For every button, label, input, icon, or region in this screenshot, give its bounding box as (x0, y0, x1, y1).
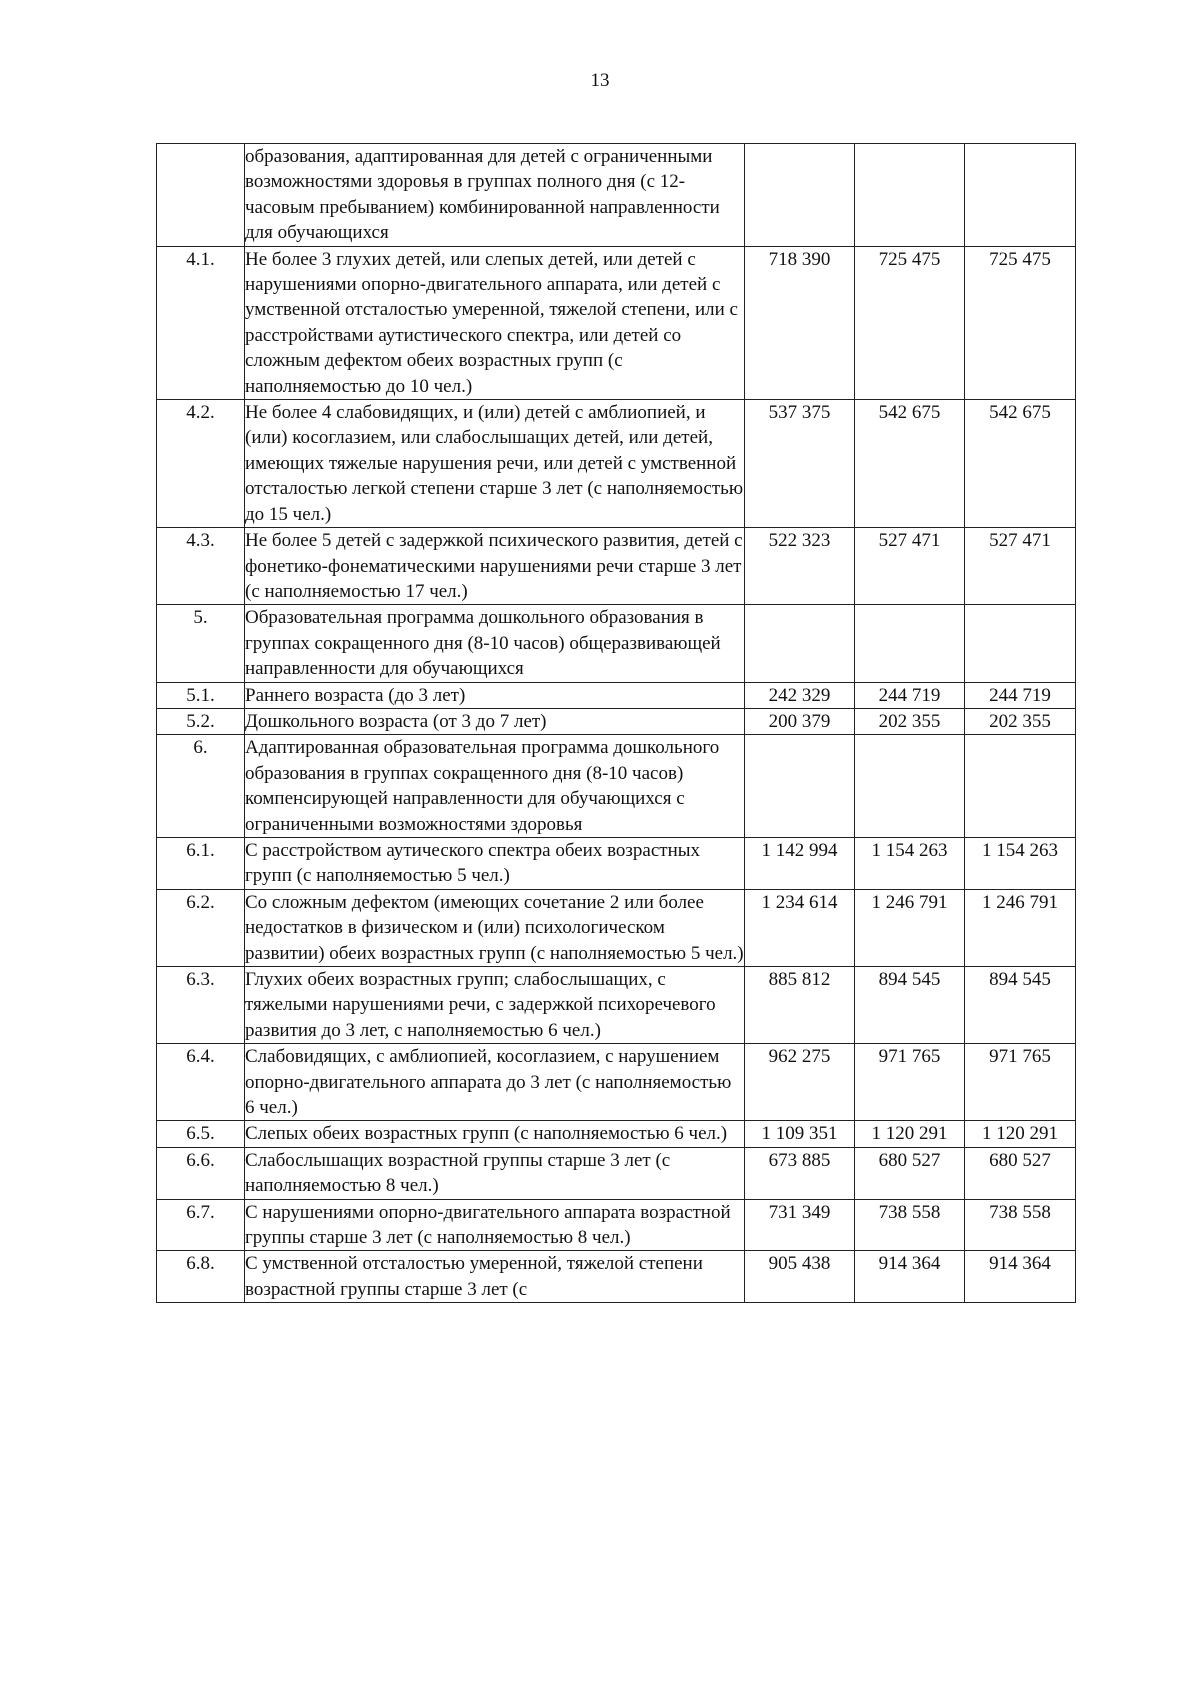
row-description: Со сложным дефектом (имеющих сочетание 2 или более недостатков в физическом и (или) психологическом развитии) обеих возрастных групп (с наполняемостью 5 чел.) (245, 889, 745, 966)
row-description: Дошкольного возраста (от 3 до 7 лет) (245, 708, 745, 734)
row-value-1: 885 812 (745, 967, 855, 1044)
row-description: С расстройством аутического спектра обеих возрастных групп (с наполняемостью 5 чел.) (245, 837, 745, 889)
row-value-3: 542 675 (965, 400, 1076, 528)
row-value-2: 914 364 (855, 1251, 965, 1303)
row-value-3: 971 765 (965, 1044, 1076, 1121)
table-row (157, 708, 1076, 734)
row-value-1: 522 323 (745, 528, 855, 605)
row-number: 6.6. (157, 1147, 245, 1199)
row-value-3: 1 120 291 (965, 1121, 1076, 1147)
row-value-3: 914 364 (965, 1251, 1076, 1303)
row-value-1: 673 885 (745, 1147, 855, 1199)
table-row (157, 682, 1076, 708)
row-value-1 (745, 735, 855, 838)
table-row (157, 967, 1076, 1044)
row-description: Слабовидящих, с амблиопией, косоглазием, с нарушением опорно-двигательного аппарата до 3 лет (с наполняемостью 6 чел.) (245, 1044, 745, 1121)
row-description: образования, адаптированная для детей с ограниченными возможностями здоровья в группах полного дня (с 12-часовым пребыванием) комбинированной направленности для обучающихся (245, 144, 745, 247)
row-value-2: 1 246 791 (855, 889, 965, 966)
row-value-3: 202 355 (965, 708, 1076, 734)
row-number: 5.1. (157, 682, 245, 708)
row-value-1: 962 275 (745, 1044, 855, 1121)
row-number: 6.4. (157, 1044, 245, 1121)
row-value-1: 1 109 351 (745, 1121, 855, 1147)
row-number: 6.2. (157, 889, 245, 966)
row-value-1 (745, 144, 855, 247)
row-value-1: 242 329 (745, 682, 855, 708)
table-row (157, 1199, 1076, 1251)
table-row (157, 400, 1076, 528)
row-description: Раннего возраста (до 3 лет) (245, 682, 745, 708)
row-description: Глухих обеих возрастных групп; слабослышащих, с тяжелыми нарушениями речи, с задержкой психоречевого развития до 3 лет, с наполняемостью 6 чел.) (245, 967, 745, 1044)
row-value-1: 1 142 994 (745, 837, 855, 889)
row-value-2 (855, 605, 965, 682)
row-value-3: 244 719 (965, 682, 1076, 708)
row-value-3: 738 558 (965, 1199, 1076, 1251)
table-row (157, 837, 1076, 889)
table-row (157, 1251, 1076, 1303)
row-number: 4.1. (157, 246, 245, 399)
row-value-2 (855, 144, 965, 247)
row-number: 4.3. (157, 528, 245, 605)
table-row (157, 605, 1076, 682)
row-value-3: 1 154 263 (965, 837, 1076, 889)
table-row (157, 144, 1076, 247)
row-number (157, 144, 245, 247)
row-value-3: 894 545 (965, 967, 1076, 1044)
row-description: С умственной отсталостью умеренной, тяжелой степени возрастной группы старше 3 лет (с (245, 1251, 745, 1303)
row-number: 6. (157, 735, 245, 838)
row-value-3: 680 527 (965, 1147, 1076, 1199)
row-value-2: 680 527 (855, 1147, 965, 1199)
row-description: Не более 4 слабовидящих, и (или) детей с амблиопией, и (или) косоглазием, или слабослышащих детей, или детей, имеющих тяжелые нарушения речи, или детей с умственной отсталостью легкой степени старше 3 лет (с наполняемостью до 15 чел.) (245, 400, 745, 528)
table-row (157, 1147, 1076, 1199)
row-value-2: 725 475 (855, 246, 965, 399)
row-number: 6.7. (157, 1199, 245, 1251)
row-number: 6.3. (157, 967, 245, 1044)
table-row (157, 889, 1076, 966)
row-value-2: 1 154 263 (855, 837, 965, 889)
row-description: Адаптированная образовательная программа дошкольного образования в группах сокращенного дня (8-10 часов) компенсирующей направленности для обучающихся с ограниченными возможностями здоровья (245, 735, 745, 838)
row-value-2: 527 471 (855, 528, 965, 605)
row-description: Не более 5 детей с задержкой психического развития, детей с фонетико-фонематическими нарушениями речи старше 3 лет (с наполняемостью 17 чел.) (245, 528, 745, 605)
row-value-1: 537 375 (745, 400, 855, 528)
row-number: 6.5. (157, 1121, 245, 1147)
table-body (157, 144, 1076, 1303)
row-value-3 (965, 144, 1076, 247)
row-value-1: 200 379 (745, 708, 855, 734)
row-value-3: 527 471 (965, 528, 1076, 605)
row-value-2: 971 765 (855, 1044, 965, 1121)
row-description: Образовательная программа дошкольного образования в группах сокращенного дня (8-10 часов) общеразвивающей направленности для обучающихся (245, 605, 745, 682)
row-value-2: 244 719 (855, 682, 965, 708)
row-value-1: 905 438 (745, 1251, 855, 1303)
row-value-2: 1 120 291 (855, 1121, 965, 1147)
row-value-2: 894 545 (855, 967, 965, 1044)
row-value-2: 542 675 (855, 400, 965, 528)
page-number: 13 (590, 70, 610, 91)
row-number: 6.1. (157, 837, 245, 889)
table-row (157, 246, 1076, 399)
row-number: 5. (157, 605, 245, 682)
row-value-1: 1 234 614 (745, 889, 855, 966)
row-value-2: 738 558 (855, 1199, 965, 1251)
row-number: 5.2. (157, 708, 245, 734)
row-description: С нарушениями опорно-двигательного аппарата возрастной группы старше 3 лет (с наполняемостью 8 чел.) (245, 1199, 745, 1251)
row-value-2: 202 355 (855, 708, 965, 734)
row-number: 4.2. (157, 400, 245, 528)
row-value-2 (855, 735, 965, 838)
row-number: 6.8. (157, 1251, 245, 1303)
tariff-table (156, 143, 1076, 1303)
row-value-3 (965, 605, 1076, 682)
table-row (157, 1121, 1076, 1147)
row-value-1: 731 349 (745, 1199, 855, 1251)
row-value-3 (965, 735, 1076, 838)
row-value-1: 718 390 (745, 246, 855, 399)
table-row (157, 1044, 1076, 1121)
row-description: Слепых обеих возрастных групп (с наполняемостью 6 чел.) (245, 1121, 745, 1147)
table-row (157, 735, 1076, 838)
row-value-1 (745, 605, 855, 682)
table-row (157, 528, 1076, 605)
row-value-3: 725 475 (965, 246, 1076, 399)
row-description: Слабослышащих возрастной группы старше 3 лет (с наполняемостью 8 чел.) (245, 1147, 745, 1199)
row-description: Не более 3 глухих детей, или слепых детей, или детей с нарушениями опорно-двигательного аппарата, или детей с умственной отсталостью умеренной, тяжелой степени, или с расстройствами аутистического спектра, или детей со сложным дефектом обеих возрастных групп (с наполняемостью до 10 чел.) (245, 246, 745, 399)
row-value-3: 1 246 791 (965, 889, 1076, 966)
